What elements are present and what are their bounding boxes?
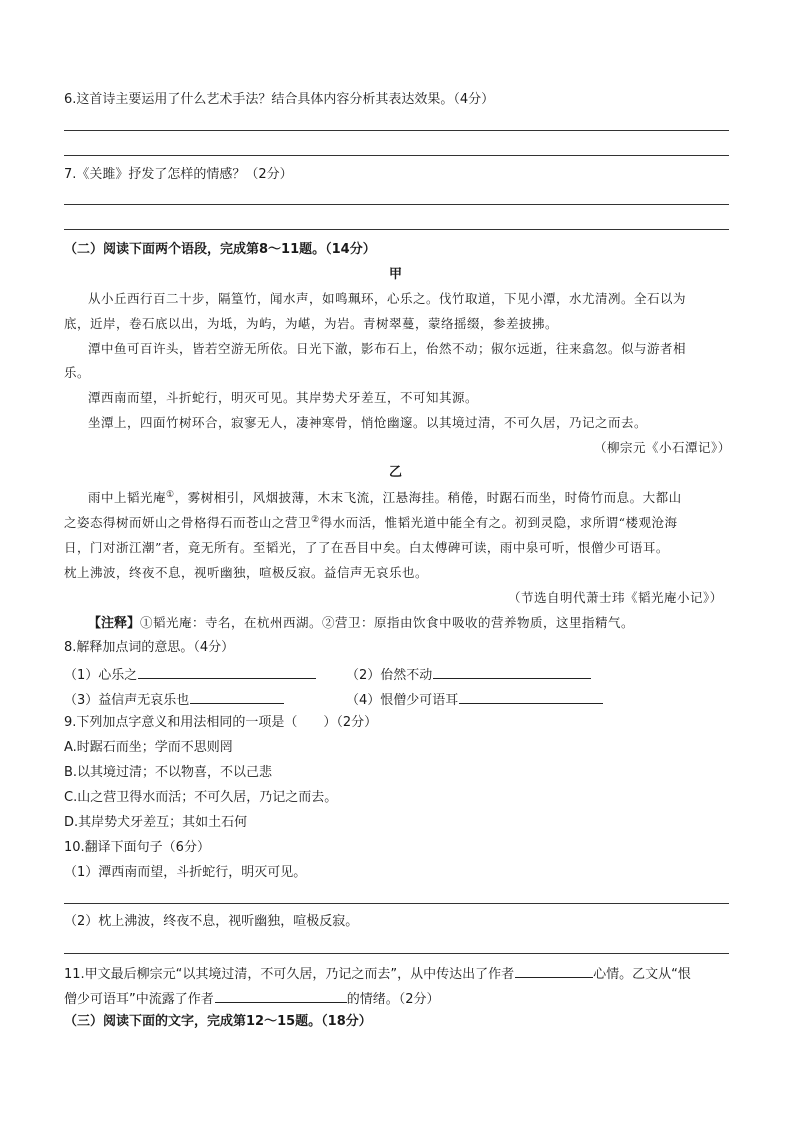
passage-jia-source: （柳宗元《小石潭记》） — [594, 440, 731, 455]
fill-blank[interactable] — [515, 963, 593, 978]
passage-jia-line: 从小丘西行百二十步，隔篁竹，闻水声，如鸣珮环，心乐之。伐竹取道，下见小潭，水尤清冽。全石以为 — [88, 291, 687, 306]
section-3-heading: （三）阅读下面的文字，完成第12～15题。（18分） — [64, 1014, 372, 1029]
answer-line — [64, 130, 729, 131]
answer-line — [64, 229, 729, 230]
q8-item-3: （3）益信声无哀乐也 — [64, 689, 284, 710]
passage-jia-line: 潭西南而望，斗折蛇行，明灭可见。其岸势犬牙差互，不可知其源。 — [88, 390, 479, 405]
passage-jia-line: 底，近岸，卷石底以出，为坻，为屿，为嵁，为岩。青树翠蔓，蒙络摇缀，参差披拂。 — [64, 316, 559, 331]
annotation-text: ①韬光庵：寺名，在杭州西湖。②营卫：原指由饮食中吸收的营养物质，这里指精气。 — [140, 615, 635, 630]
question-7: 7.《关雎》抒发了怎样的情感？（2分） — [64, 167, 293, 182]
passage-yi-line: 之姿态得树而妍山之骨格得石而苍山之营卫②得水而活，惟韬光道中能全有之。初到灵隐，求所谓“楼观沧海 — [64, 514, 678, 530]
answer-line — [64, 155, 729, 156]
passage-jia-label: 甲 — [389, 267, 403, 282]
fill-blank[interactable] — [190, 689, 284, 704]
q8-item-1: （1）心乐之 — [64, 664, 316, 685]
passage-yi-source: （节选自明代萧士玮《韬光庵小记》） — [508, 590, 723, 605]
question-11-line-1: 11.甲文最后柳宗元“以其境过清，不可久居，乃记之而去”，从中传达出了作者 心情。乙文从“恨 — [64, 963, 691, 984]
passage-yi-line: 雨中上韬光庵①，雾树相引，风烟披薄，木末飞流，江悬海挂。稍倦，时踞石而坐，时倚竹而息。大都山 — [88, 489, 682, 505]
question-8: 8.解释加点词的意思。（4分） — [64, 640, 235, 655]
passage-jia-line: 坐潭上，四面竹树环合，寂寥无人，凄神寒骨，悄怆幽邃。以其境过清，不可久居，乃记之而去。 — [88, 415, 648, 430]
passage-yi-line: 枕上沸波，终夜不息，视听幽独，喧极反寂。益信声无哀乐也。 — [64, 565, 429, 580]
q9-option-c: C.山之营卫得水而活；不可久居，乃记之而去。 — [64, 790, 338, 805]
question-11-line-2: 僧少可语耳”中流露了作者 的情绪。（2分） — [64, 988, 440, 1009]
q9-option-a: A.时踞石而坐；学而不思则罔 — [64, 740, 233, 755]
q9-option-d: D.其岸势犬牙差互；其如土石何 — [64, 815, 248, 830]
answer-line — [64, 953, 729, 954]
passage-yi-label: 乙 — [389, 465, 403, 480]
answer-line — [64, 204, 729, 205]
question-6: 6.这首诗主要运用了什么艺术手法？结合具体内容分析其表达效果。（4分） — [64, 92, 495, 107]
fill-blank[interactable] — [433, 664, 591, 679]
q8-item-2: （2）佁然不动 — [346, 664, 591, 685]
fill-blank[interactable] — [459, 689, 603, 704]
answer-line — [64, 903, 729, 904]
footnote-marker: ① — [166, 489, 175, 500]
q10-sentence-2: （2）枕上沸波，终夜不息，视听幽独，喧极反寂。 — [64, 914, 359, 929]
question-9: 9.下列加点字意义和用法相同的一项是（ ）（2分） — [64, 715, 378, 730]
q9-option-b: B.以其境过清；不以物喜，不以己悲 — [64, 765, 273, 780]
fill-blank[interactable] — [215, 988, 347, 1003]
passage-jia-line: 乐。 — [64, 365, 91, 380]
annotation-label: 【注释】 — [88, 616, 141, 631]
question-10: 10.翻译下面句子（6分） — [64, 840, 210, 855]
q10-sentence-1: （1）潭西南而望，斗折蛇行，明灭可见。 — [64, 865, 307, 880]
fill-blank[interactable] — [138, 664, 316, 679]
passage-yi-line: 日，门对浙江潮”者，竟无所有。至韬光，了了在吾目中矣。白太傅碑可读，雨中泉可听，恨僧少可语耳。 — [64, 540, 669, 555]
section-2-heading: （二）阅读下面两个语段，完成第8～11题。（14分） — [64, 242, 376, 257]
passage-jia-line: 潭中鱼可百许头，皆若空游无所依。日光下澈，影布石上，佁然不动；俶尔远逝，往来翕忽。似与游者相 — [88, 341, 687, 356]
footnote-marker: ② — [311, 514, 320, 525]
q8-item-4: （4）恨僧少可语耳 — [346, 689, 603, 710]
annotation — [88, 614, 634, 633]
